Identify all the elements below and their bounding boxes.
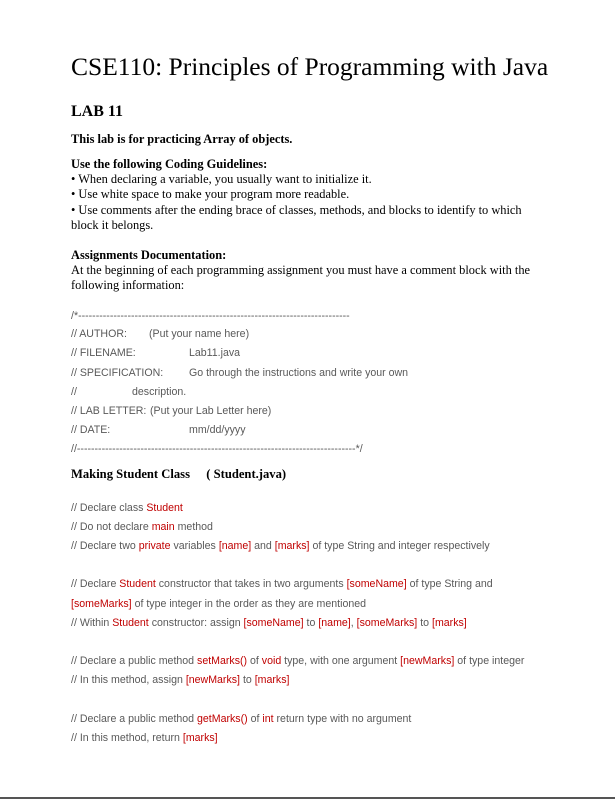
filename-value: Lab11.java	[189, 347, 241, 359]
code-text: return type with no argument	[273, 713, 412, 725]
code-line	[71, 540, 490, 552]
specification-cont-line	[71, 386, 186, 398]
code-text: // Declare class	[71, 502, 147, 514]
code-line	[71, 502, 183, 514]
code-line	[71, 655, 524, 667]
code-keyword: [marks]	[274, 540, 310, 552]
code-text: method	[174, 521, 213, 533]
code-text: ,	[350, 617, 357, 629]
assignment-doc-heading: Assignments Documentation:	[71, 248, 227, 262]
code-keyword: setMarks()	[197, 655, 248, 667]
specification-label: // SPECIFICATION:	[71, 367, 164, 379]
lab-letter-label: // LAB LETTER:	[71, 405, 147, 417]
code-text: // Within	[71, 617, 113, 629]
header-top-line: /*-----------------------------------------------------------------------------	[71, 310, 350, 322]
code-text: // Declare a public method	[71, 655, 198, 667]
date-label: // DATE:	[71, 424, 111, 436]
header-bottom-line: //-------------------------------------------------------------------------------*/	[71, 443, 363, 455]
code-text: to	[417, 617, 432, 629]
code-line	[71, 713, 411, 725]
code-line	[71, 521, 213, 533]
code-text: to	[303, 617, 319, 629]
code-keyword: void	[261, 655, 282, 667]
code-keyword: [marks]	[182, 732, 218, 744]
code-keyword: private	[138, 540, 171, 552]
code-text: // In this method, return	[71, 732, 183, 744]
code-keyword: [name]	[218, 540, 252, 552]
code-keyword: Student	[112, 617, 149, 629]
guideline-item: • Use white space to make your program more readable.	[71, 187, 350, 202]
code-keyword: getMarks()	[197, 713, 248, 725]
code-keyword: main	[151, 521, 175, 533]
lab-number: LAB 11	[71, 103, 124, 120]
date-value: mm/dd/yyyy	[189, 424, 246, 436]
guidelines-section	[71, 157, 551, 233]
document-title: CSE110: Principles of Programming with Java	[71, 52, 549, 81]
assignment-doc-text: At the beginning of each programming assignment you must have a comment block with the following information:	[71, 263, 531, 293]
author-line	[71, 328, 249, 340]
section-heading	[71, 467, 286, 482]
specification-cont-label: //	[71, 386, 77, 398]
code-line	[71, 598, 366, 610]
code-text: of	[247, 713, 263, 725]
code-text: to	[240, 674, 255, 686]
code-keyword: [name]	[318, 617, 351, 629]
code-text: // Do not declare	[71, 521, 152, 533]
code-text: and	[251, 540, 275, 552]
code-line	[71, 674, 289, 686]
code-keyword: [someName]	[243, 617, 304, 629]
guidelines-heading: Use the following Coding Guidelines:	[71, 157, 268, 171]
filename-label: // FILENAME:	[71, 347, 136, 359]
code-line	[71, 732, 218, 744]
code-text: of type integer in the order as they are mentioned	[131, 598, 367, 610]
section-title: Making Student Class	[71, 467, 190, 481]
code-keyword: Student	[119, 578, 156, 590]
code-keyword: [someMarks]	[71, 598, 132, 610]
code-text: type, with one argument	[281, 655, 401, 667]
section-file: ( Student.java)	[206, 467, 287, 481]
code-text: // Declare two	[71, 540, 139, 552]
code-text: // In this method, assign	[71, 674, 186, 686]
code-keyword: [marks]	[432, 617, 467, 629]
code-text: constructor that takes in two arguments	[155, 578, 347, 590]
code-keyword: [newMarks]	[400, 655, 455, 667]
code-keyword: [marks]	[254, 674, 290, 686]
code-keyword: [someMarks]	[356, 617, 418, 629]
lab-letter-line	[71, 405, 271, 417]
code-text: of type integer	[454, 655, 525, 667]
author-label: // AUTHOR:	[71, 328, 127, 340]
code-line	[71, 578, 493, 590]
code-text: of type String and	[406, 578, 493, 590]
code-keyword: int	[262, 713, 274, 725]
guideline-item: • Use comments after the ending brace of classes, methods, and blocks to identify to which block it belongs.	[71, 202, 522, 232]
guideline-item: • When declaring a variable, you usually want to initialize it.	[71, 172, 372, 187]
code-line	[71, 617, 467, 629]
code-text: // Declare a public method	[71, 713, 198, 725]
intro-text: This lab is for practicing Array of objects.	[71, 132, 293, 146]
date-line	[71, 424, 246, 436]
code-keyword: [someName]	[346, 578, 407, 590]
code-text: // Declare	[71, 578, 120, 590]
code-keyword: [newMarks]	[185, 674, 240, 686]
lab-letter-value: (Put your Lab Letter here)	[150, 405, 272, 417]
assignment-doc-section	[71, 248, 546, 294]
code-keyword: Student	[146, 502, 183, 514]
page-bottom-divider	[0, 797, 615, 799]
code-text: constructor: assign	[148, 617, 244, 629]
code-text: of	[247, 655, 262, 667]
specification-value: Go through the instructions and write your own	[189, 367, 409, 379]
specification-cont-value: description.	[132, 386, 187, 398]
code-text: variables	[170, 540, 219, 552]
code-text: of type String and integer respectively	[309, 540, 490, 552]
author-value: (Put your name here)	[149, 328, 250, 340]
specification-line	[71, 367, 408, 379]
filename-line	[71, 347, 240, 359]
